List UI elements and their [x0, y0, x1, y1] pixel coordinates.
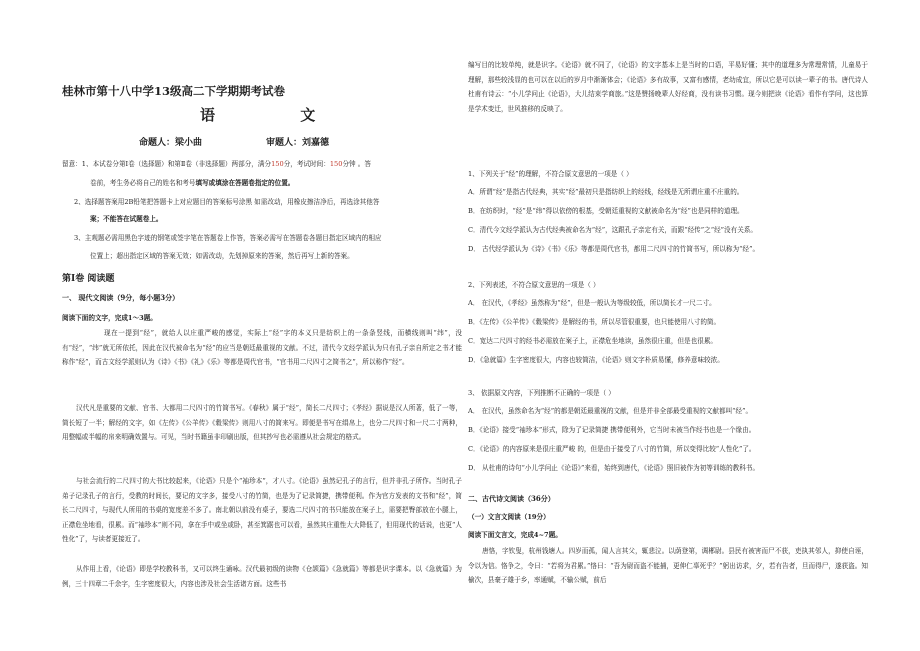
exam-title: 桂林市第十八中学13级高二下学期期考试卷	[62, 84, 286, 98]
question-3-option-a: A． 在汉代，虽然命名为“经”的都是朝廷最重视的文献，但是并非全部最受重视的文献都叫“经”。	[468, 407, 753, 415]
note-1-score: 150	[271, 160, 284, 168]
part1-heading: 第Ⅰ卷 阅读题	[62, 274, 115, 284]
note-2: 2、选择题答案用2B铅笔把答题卡上对应题目的答案标号涂黑 如需改动，用橡皮擦洁净后，再选涂其他答	[74, 198, 380, 206]
section-2-instruction: 阅读下面文言文，完成4~7题。	[468, 531, 562, 539]
note-1	[62, 158, 371, 170]
note-1-line-2-bold: 填写或填涂在答题卷指定的位置。	[195, 179, 295, 187]
question-1-option-d: D． 古代经学派认为《诗》《书》《乐》等都是周代官书，都用二尺四寸的竹简书写，所以称为“经”。	[468, 245, 760, 253]
question-3-option-c: C．《论语》的内容原来是很庄重严峻 的，但是由于接受了八寸的竹简，所以变得比较“人性化”了。	[468, 445, 756, 453]
passage-paragraph-2: 汉代凡是重要的文献、官书、大都用二尺四寸的竹简书写。《春秋》属于“经”，简长二尺四寸；《孝经》据说是汉人所著，低了一等，简长短了一半；解经的文字，如《左传》《公羊传》《穀梁传》则用八寸的简来写。即便是书写在绢帛上，也分二尺四寸和一尺二寸两种，用整幅或半幅的帛来明确效置与。可见，当时书籍虽非印刷出版，但其抄写也必需遵从社会规定的格式。	[62, 404, 462, 442]
note-2-line-2: 案；不能答在试题卷上。	[90, 215, 163, 223]
question-2-option-c: C．宽达二尺四寸的经书必需放在案子上，正襟危坐地读，虽然很庄重，但是也很累。	[468, 337, 718, 345]
question-3-option-b: B．《论语》接受“袖珍本”形式，除为了记录简捷 携带便利外，它当时未被当作经书也是一个缘由。	[468, 426, 756, 434]
section-1-heading: 一、 现代文阅读（9分，每小题3分）	[62, 293, 180, 302]
question-1-option-c: C．清代今文经学派认为古代经典被命名为“经”，这跟孔子亲定有关，而跟“经传”之“经”没有关系。	[468, 226, 758, 234]
classical-passage: 唐恪，字钦叟，杭州钱塘人。四岁而孤，闻人言其父，辄悲泣。以荫登第，调郴尉。县民有被害而尸不获，吏执其邻人，抑使自诬，令以为信。恪争之，令曰：“若将为君累。”恪曰：“吾为尉而盗不能捕，更伸仁辜死乎？”躬出访求，夕，若有告者，旦而得尸，遂获盗。知榆次，县豪子雄于乡，率通赋，不输公赋，前后	[468, 547, 868, 585]
author-label: 命题人：梁小曲	[139, 138, 203, 148]
question-1-option-a: A．所谓“经”是指古代经典，其实“经”最初只是指纺织上的经线，经线是无所谓庄重不庄重的。	[468, 188, 744, 196]
note-1-text-a: 留意：1、本试卷分第Ⅰ卷（选择题）和第Ⅱ卷（非选择题）两部分，满分	[62, 160, 272, 168]
note-1-line-2	[90, 177, 294, 189]
question-3-option-d: D． 从杜甫的诗句“小儿学问止《论语》”来看，始终到唐代，《论语》照旧被作为初等训练的教科书。	[468, 464, 760, 472]
section-1-instruction: 阅读下面的文字，完成1～3题。	[62, 314, 157, 322]
question-1: 1、下列关于“经”的理解，不符合原文意思的一项是（ ）	[468, 170, 633, 178]
note-1-line-2-text: 卷前，考生务必将自己的姓名和考号	[90, 179, 196, 187]
question-3: 3、 依据原文内容，下列推断不正确的一项是（ ）	[468, 389, 615, 397]
reviewer-label: 审题人：刘嘉德	[266, 138, 330, 148]
section-2a-heading: （一）文言文阅读（19分）	[468, 513, 550, 521]
note-1-time: 150	[329, 160, 343, 168]
passage-paragraph-1: 现在一提到“经”，就给人以庄重严峻的感觉，实际上“经”字的本义只是纺织上的一条条竖线，而横线则叫“纬”，没有“经”，“纬”就无所依托，因此在汉代被命名为“经”的应当是朝廷最重视的文献。不过，清代今文经学派认为只有孔子亲自所定之书才能称作“经”，而古文经学派则认为《诗》《书》《礼》《乐》等都是周代官书，“官书用二尺四寸之简书之”，所以称作“经”。	[62, 329, 462, 367]
subject-title: 语 文	[200, 106, 356, 124]
note-3: 3、主观题必需用黑色字迹的钢笔或签字笔在答题卷上作答，答案必需写在答题卷各题目指定区域内的相应	[74, 234, 382, 242]
question-1-option-b: B．在纺织时，“经”是“纬”得以依傍的根基，受朝廷重视的文献被命名为“经”也是同样的道理。	[468, 207, 744, 215]
note-1-text-c: 分钟 。答	[342, 160, 371, 168]
note-3-line-2: 位置上；超出指定区域的答案无效；如需改动，先划掉原来的答案，然后再写上新的答案。	[90, 252, 354, 260]
passage-paragraph-5: 编写目的比较单纯，就是识字。《论语》就不同了，《论语》的文字基本上是当时的口语，平易好懂；其中的道理多为常理常情，儿童易于理解，那些较浅显的也可以在以后的岁月中渐渐体会；《论语》多有故事，又富有感情，老幼成宜，所以它是可以读一辈子的书。唐代诗人杜甫有诗云：“小儿学问止《论语》，大儿结束学商旅。”这是赞扬晚辈人好经商，没有读书习惯。现今则把读《论语》看作有学问，这也算是学术变迁，世风推移的反映了。	[468, 61, 868, 113]
question-2-option-a: A． 在汉代，《孝经》虽然称为“经”，但是一般认为等级较低，所以简长才一尺二寸。	[468, 299, 716, 307]
note-1-text-b: 分，考试时间：	[283, 160, 330, 168]
question-2-option-d: D．《急就篇》生字密度很大，内容也较简洁，《论语》则文字朴质易懂，修养意味较浓。	[468, 356, 724, 364]
question-2-option-b: B．《左传》《公羊传》《穀梁传》是解经的书，所以尽管很重要，也只能使用八寸的简。	[468, 318, 721, 326]
question-2: 2、下列表述，不符合原文意思的一项是（ ）	[468, 281, 600, 289]
passage-paragraph-3: 与社会流行的二尺四寸的大书比较起来，《论语》只是个“袖珍本”，才八寸。《论语》虽然记孔子的言行，但并非孔子所作。当时孔子弟子记录孔子的言行，受教的时间长，要记的文字多，接受八寸的竹简，也是为了记录简捷，携带便利。作为官方发表的文书和“经”，简长二尺四寸，与现代人所用的书桌的宽度差不多了。南北朝以前没有桌子，要选二尺四寸的书只能放在案子上，需要把臀部放在小腿上，正襟危坐地看，很累。而“袖珍本”则不同，拿在手中或坐或卧，甚至箕踞也可以看，虽然其庄重性大大降低了，但用现代的话说，也更“人性化”了，与读者更接近了。	[62, 477, 462, 544]
passage-paragraph-4: 从作用上看，《论语》即是学校教科书，又可以终生诵咏。汉代最初级的读物《仓颉篇》《急就篇》等都是识字课本。以《急就篇》为例，三十四章二千余字，生字密度很大，内容也涉及社会生活诸方面。这些书	[62, 565, 462, 588]
section-2-heading: 二、古代诗文阅读（36分）	[468, 494, 555, 503]
